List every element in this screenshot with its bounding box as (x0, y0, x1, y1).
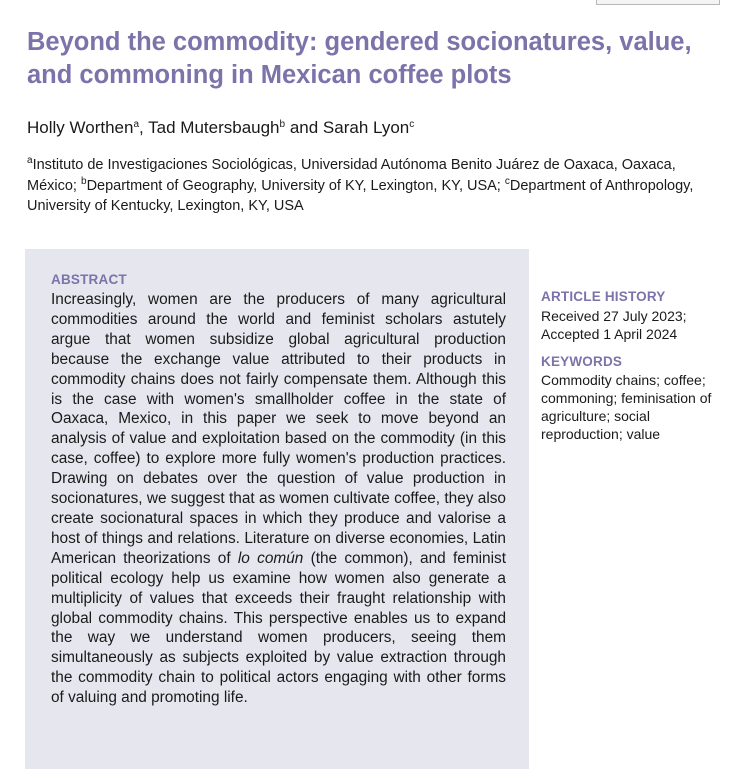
accepted-date: Accepted 1 April 2024 (541, 326, 678, 342)
abstract-text (51, 290, 506, 708)
author-separator: and (285, 118, 323, 137)
affiliation-mark: c (504, 175, 510, 187)
keywords-list: Commodity chains; coffee; commoning; feminisation of agriculture; social reproduction; value (541, 372, 712, 442)
author-mark: c (409, 119, 415, 130)
affiliations (27, 155, 717, 217)
article-history-heading: ARTICLE HISTORY (541, 289, 666, 304)
article-history-dates (541, 307, 731, 343)
affiliation-text: Department of Geography, University of KY, Lexington, KY, USA; (86, 177, 505, 194)
abstract-text-part: Increasingly, women are the producers of many agricultural commodities around the world and feminist scholars astutely argue that women subsidize global agricultural production because the exchange value attributed to their products in commodity chains does not fairly compensate them. Although this is the case with women's smallholder coffee in the state of Oaxaca, Mexico, in this paper we seek to move beyond an analysis of value and exploitation based on the commodity (in this case, coffee) to explore more fully women's production practices. Drawing on debates over the question of value production in socionatures, we suggest that as women cultivate coffee, they also create socionatural spaces in which they produce and valorise a host of things and relations. Literature on diverse economies, Latin American theorizations of (51, 291, 506, 567)
author-name: Tad Mutersbaugh (148, 118, 280, 137)
author-name: Sarah Lyon (322, 118, 410, 137)
author-mark: a (133, 119, 140, 130)
author-list (27, 117, 414, 139)
author-mark: b (279, 119, 286, 130)
author-name: Holly Worthen (27, 118, 134, 137)
article-title: Beyond the commodity: gendered socionatures, value, and commoning in Mexican coffee plots (27, 28, 692, 89)
top-frame (596, 0, 720, 5)
keywords-heading: KEYWORDS (541, 354, 623, 369)
author-separator: , (139, 118, 149, 137)
affiliation-text: Instituto de Investigaciones Sociológicas, Universidad Autónoma Benito Juárez de Oaxaca, Oaxaca, México; (27, 157, 676, 194)
affiliation-text: Department of Anthropology, University of Kentucky, Lexington, KY, USA (27, 177, 694, 214)
affiliation-mark: a (27, 155, 33, 166)
received-date: Received 27 July 2023; (541, 308, 687, 324)
abstract-text-part: (the common), and feminist political ecology help us examine how women also generate a multiplicity of values that exceeds their fraught relationship with global commodity chains. This perspective enables us to expand the way we understand women producers, seeing them simultaneously as subjects exploited by value extraction through the commodity chain to political actors engaging with other forms of valuing and promoting life. (51, 549, 507, 707)
affiliation-mark: b (81, 175, 87, 187)
abstract-heading: ABSTRACT (51, 272, 127, 287)
abstract-italic-term: lo común (237, 549, 304, 567)
